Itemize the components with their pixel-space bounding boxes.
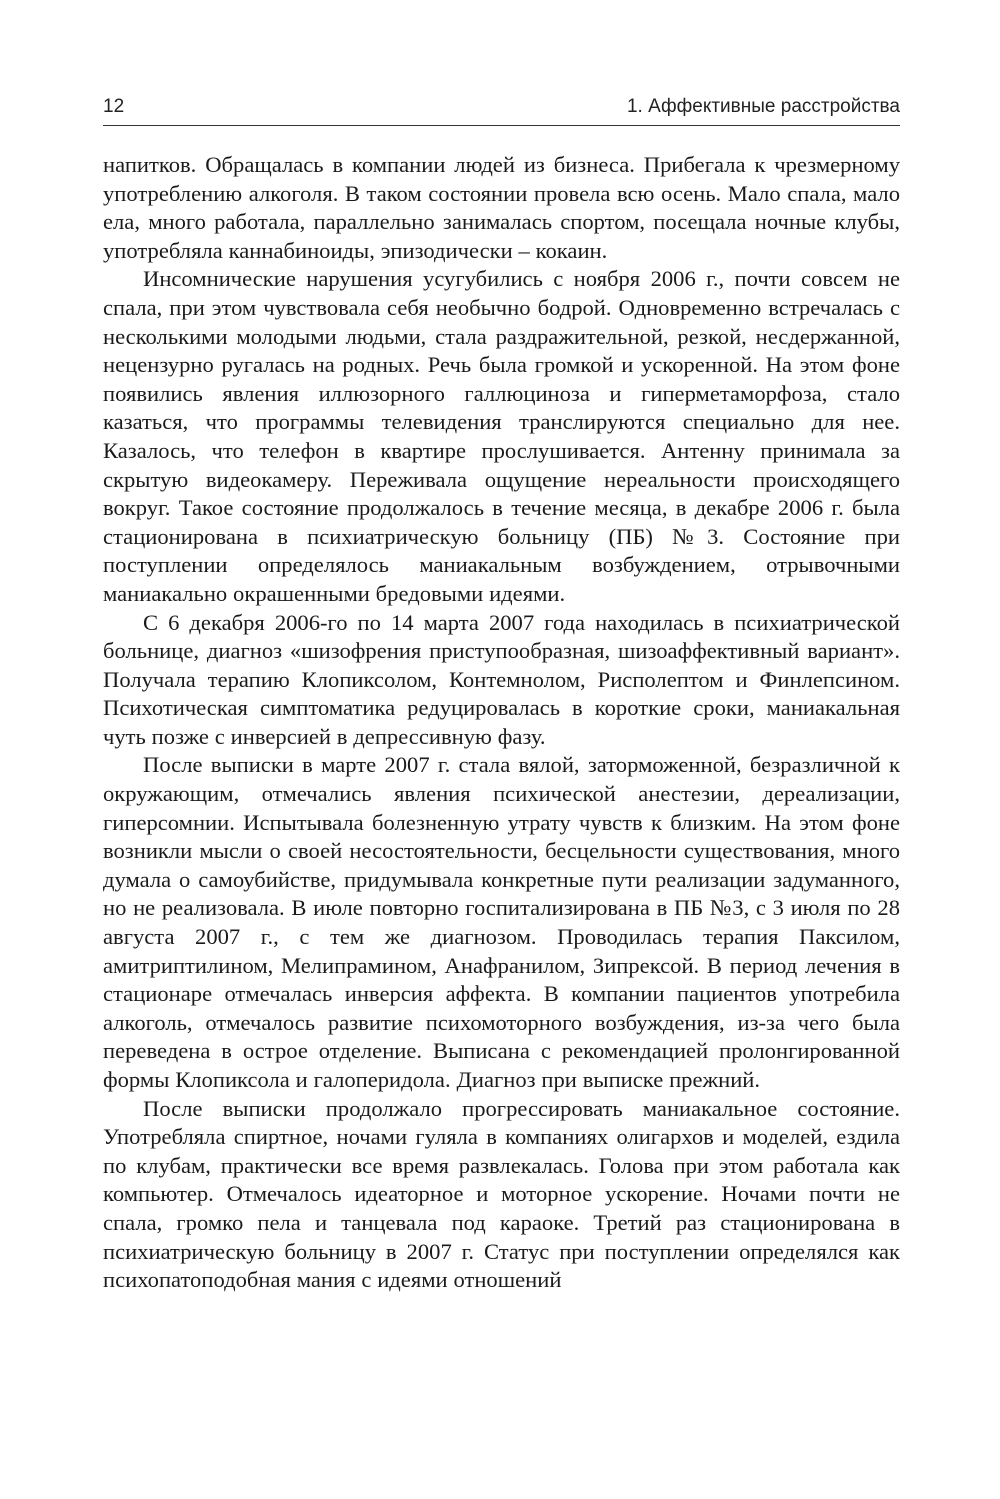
paragraph-1: напитков. Обращалась в компании людей из бизнеса. Прибегала к чрезмерному употреблению алкоголя. В таком состоянии провела всю осень. Мало спала, мало ела, много работала, параллельно занималась спортом, посещала ночные клубы, употребляла каннабиноиды, эпизодически – кокаин. [103, 152, 900, 263]
body-text [103, 151, 900, 1295]
paragraph-4: После выписки в марте 2007 г. стала вялой, заторможенной, безразличной к окружающим, отмечались явления психической анестезии, дереализации, гиперсомнии. Испытывала болезненную утрату чувств к близким. На этом фоне возникли мысли о своей несостоятельности, бесцельности существования, много думала о самоубийстве, придумывала конкретные пути реализации задуманного, но не реализовала. В июле повторно госпитализирована в ПБ №3, с 3 июля по 28 августа 2007 г., с тем же диагнозом. Проводилась терапия Паксилом, амитриптилином, Мелипрамином, Анафранилом, Зипрексой. В период лечения в стационаре отмечалась инверсия аффекта. В компании пациентов употребила алкоголь, отмечалось развитие психомоторного возбуждения, из-за чего была переведена в острое отделение. Выписана с рекомендацией пролонгированной формы Клопиксола и галоперидола. Диагноз при выписке прежний. [103, 752, 900, 1092]
running-head [103, 92, 900, 122]
header-rule [103, 125, 900, 126]
chapter-title: 1. Аффективные расстройства [626, 96, 900, 117]
paragraph-3: С 6 декабря 2006-го по 14 марта 2007 года находилась в психиатрической больнице, диагноз «шизофрения приступообразная, шизоаффективный вариант». Получала терапию Клопиксолом, Контемнолом, Рисполептом и Финлепсином. Психотическая симптоматика редуцировалась в короткие сроки, маниакальная чуть позже с инверсией в депрессивную фазу. [103, 609, 900, 749]
paragraph-5: После выписки продолжало прогрессировать маниакальное состояние. Употребляла спиртное, ночами гуляла в компаниях олигархов и моделей, ездила по клубам, практически все время развлекалась. Голова при этом работала как компьютер. Отмечалось идеаторное и моторное ускорение. Ночами почти не спала, громко пела и танцевала под караоке. Третий раз стационирована в психиатрическую больницу в 2007 г. Статус при поступлении определялся как психопатоподобная мания с идеями отношений [103, 1095, 900, 1293]
page-number: 12 [103, 96, 125, 117]
paragraph-2: Инсомнические нарушения усугубились с ноября 2006 г., почти совсем не спала, при этом чувствовала себя необычно бодрой. Одновременно встречалась с несколькими молодыми людьми, стала раздражительной, резкой, несдержанной, нецензурно ругалась на родных. Речь была громкой и ускоренной. На этом фоне появились явления иллюзорного галлюциноза и гиперметаморфоза, стало казаться, что программы телевидения транслируются специально для нее. Казалось, что телефон в квартире прослушивается. Антенну принимала за скрытую видеокамеру. Переживала ощущение нереальности происходящего вокруг. Такое состояние продолжалось в течение месяца, в декабре 2006 г. была стационирована в психиатрическую больницу (ПБ) №3. Состояние при поступлении определялось маниакальным возбуждением, отрывочными маниакально окрашенными бредовыми идеями. [103, 266, 900, 606]
